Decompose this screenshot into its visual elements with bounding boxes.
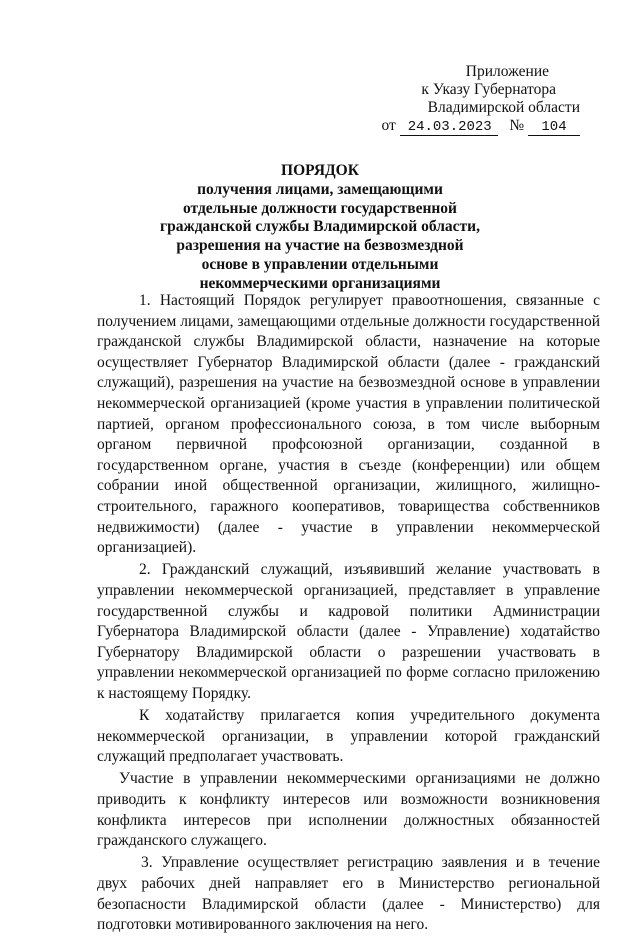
title-subtitle-line: гражданской службы Владимирской области, <box>160 218 480 236</box>
paragraph-2: 2. Гражданский служащий, изъявивший желание участвовать в управлении некоммерческой организацией, представляет в управление государственной службы и кадровой политики Администрации Губернатора Владимирской области (далее - Управление) ходатайство Губернатору Владимирской области о разрешении участвовать в управлении некоммерческой организацией по форме согласно приложению к настоящему Порядку. <box>97 561 600 702</box>
appendix-date-number-line <box>320 117 580 136</box>
appendix-line-2: к Указу Губернатора <box>421 81 556 98</box>
title-subtitle-line: разрешения на участие на безвозмездной <box>176 237 464 255</box>
paragraph-3: 3. Управление осуществляет регистрацию заявления и в течение двух рабочих дней направляет его в Министерство региональной безопасности Владимирской области (далее - Министерство) для подготовки мотивированного заключения на него. <box>97 854 600 934</box>
document-body <box>97 291 600 936</box>
title-subtitle-line: отдельные должности государственной <box>182 199 457 217</box>
title-subtitle-line: основе в управлении отдельными <box>201 255 439 273</box>
paragraph-attachment: К ходатайству прилагается копия учредительного документа некоммерческой организации, в управлении которой гражданский служащий предполагает участвовать. <box>97 707 600 766</box>
title-main: ПОРЯДОК <box>281 162 359 179</box>
paragraph-1: 1. Настоящий Порядок регулирует правоотношения, связанные с получением лицами, замещающими отдельные должности государственной гражданской службы Владимирской области, назначение на которые осуществляет Губернатор Владимирской области (далее - гражданский служащий), разрешения на участие на безвозмездной основе в управлении некоммерческой организацией (кроме участия в управлении политической партией, органом профессионального союза, в том числе выборным органом первичной профсоюзной организации, созданной в государственном органе, участия в съезде (конференции) или общем собрании иной общественной организации, жилищного, жилищно-строительного, гаражного кооперативов, товарищества собственников недвижимости) (далее - участие в управлении некоммерческой организацией). <box>97 292 600 557</box>
title-subtitle-line: некоммерческими организациями <box>199 274 441 292</box>
title-subtitle-line: получения лицами, замещающими <box>197 180 443 198</box>
number-prefix: № <box>509 117 525 134</box>
appendix-header <box>320 63 580 136</box>
document-title <box>120 162 520 294</box>
appendix-line-1: Приложение <box>465 63 549 80</box>
date-prefix: от <box>381 117 396 134</box>
decree-number: 104 <box>528 119 580 136</box>
appendix-line-3: Владимирской области <box>427 99 580 116</box>
decree-date: 24.03.2023 <box>400 119 498 136</box>
paragraph-conflict-of-interest: Участие в управлении некоммерческими организациями не должно приводить к конфликту интересов или возможности возникновения конфликта интересов при исполнении должностных обязанностей гражданского служащего. <box>97 770 600 850</box>
